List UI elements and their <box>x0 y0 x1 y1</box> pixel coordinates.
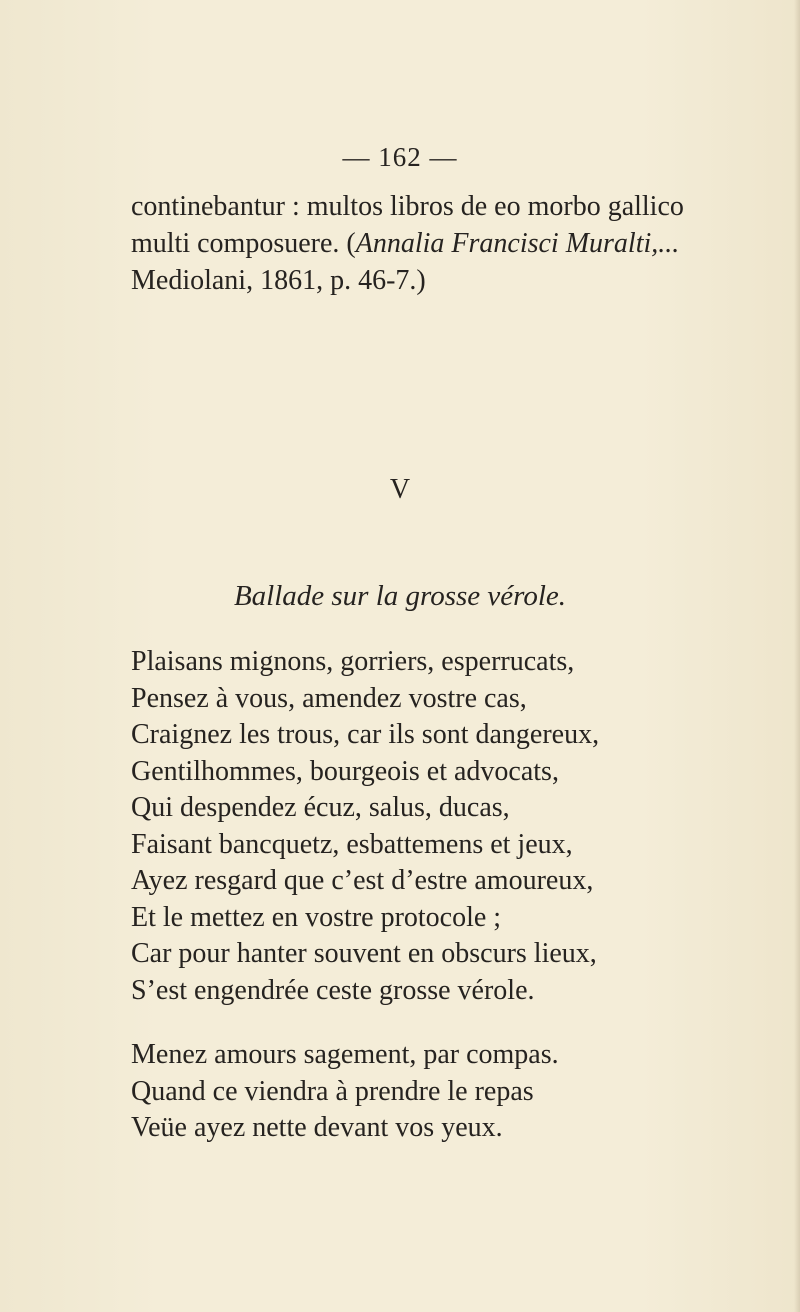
verse-line: Faisant bancquetz, esbattemens et jeux, <box>131 828 573 860</box>
prose-line <box>131 225 751 262</box>
verse-line: Pensez à vous, amendez vostre cas, <box>131 682 527 714</box>
verse-line: Et le mettez en vostre protocole ; <box>131 901 502 933</box>
page-number: — 162 — <box>342 142 458 172</box>
prose-text: multi composuere. ( <box>131 228 356 259</box>
prose-line: Mediolani, 1861, p. 46-7.) <box>131 265 426 296</box>
section-numeral: V <box>389 474 411 505</box>
verse-line: Veüe ayez nette devant vos yeux. <box>131 1112 503 1143</box>
prose-line: continebantur : multos libros de eo morbo gallico <box>131 191 684 222</box>
verse-line: Ayez resgard que c’est d’estre amoureux, <box>131 865 594 896</box>
page-edge-shadow <box>794 0 800 1312</box>
verse-line: Quand ce viendra à prendre le repas <box>131 1075 534 1107</box>
verse-line: S’est engendrée ceste grosse vérole. <box>131 974 535 1006</box>
stanza-1 <box>131 644 751 1009</box>
verse-line: Craignez les trous, car ils sont dangereux, <box>131 719 600 750</box>
verse-line: Car pour hanter souvent en obscurs lieux, <box>131 938 597 969</box>
citation-title: Annalia Francisci Muralti,... <box>355 228 680 259</box>
prose-paragraph <box>131 188 751 299</box>
verse-line: Menez amours sagement, par compas. <box>131 1039 559 1070</box>
verse-line: Gentilhommes, bourgeois et advocats, <box>131 755 559 787</box>
verse-line: Qui despendez écuz, salus, ducas, <box>131 792 510 823</box>
verse-line: Plaisans mignons, gorriers, esperrucats, <box>131 646 575 677</box>
ballad-title: Ballade sur la grosse vérole. <box>233 580 567 612</box>
stanza-2 <box>131 1037 751 1147</box>
